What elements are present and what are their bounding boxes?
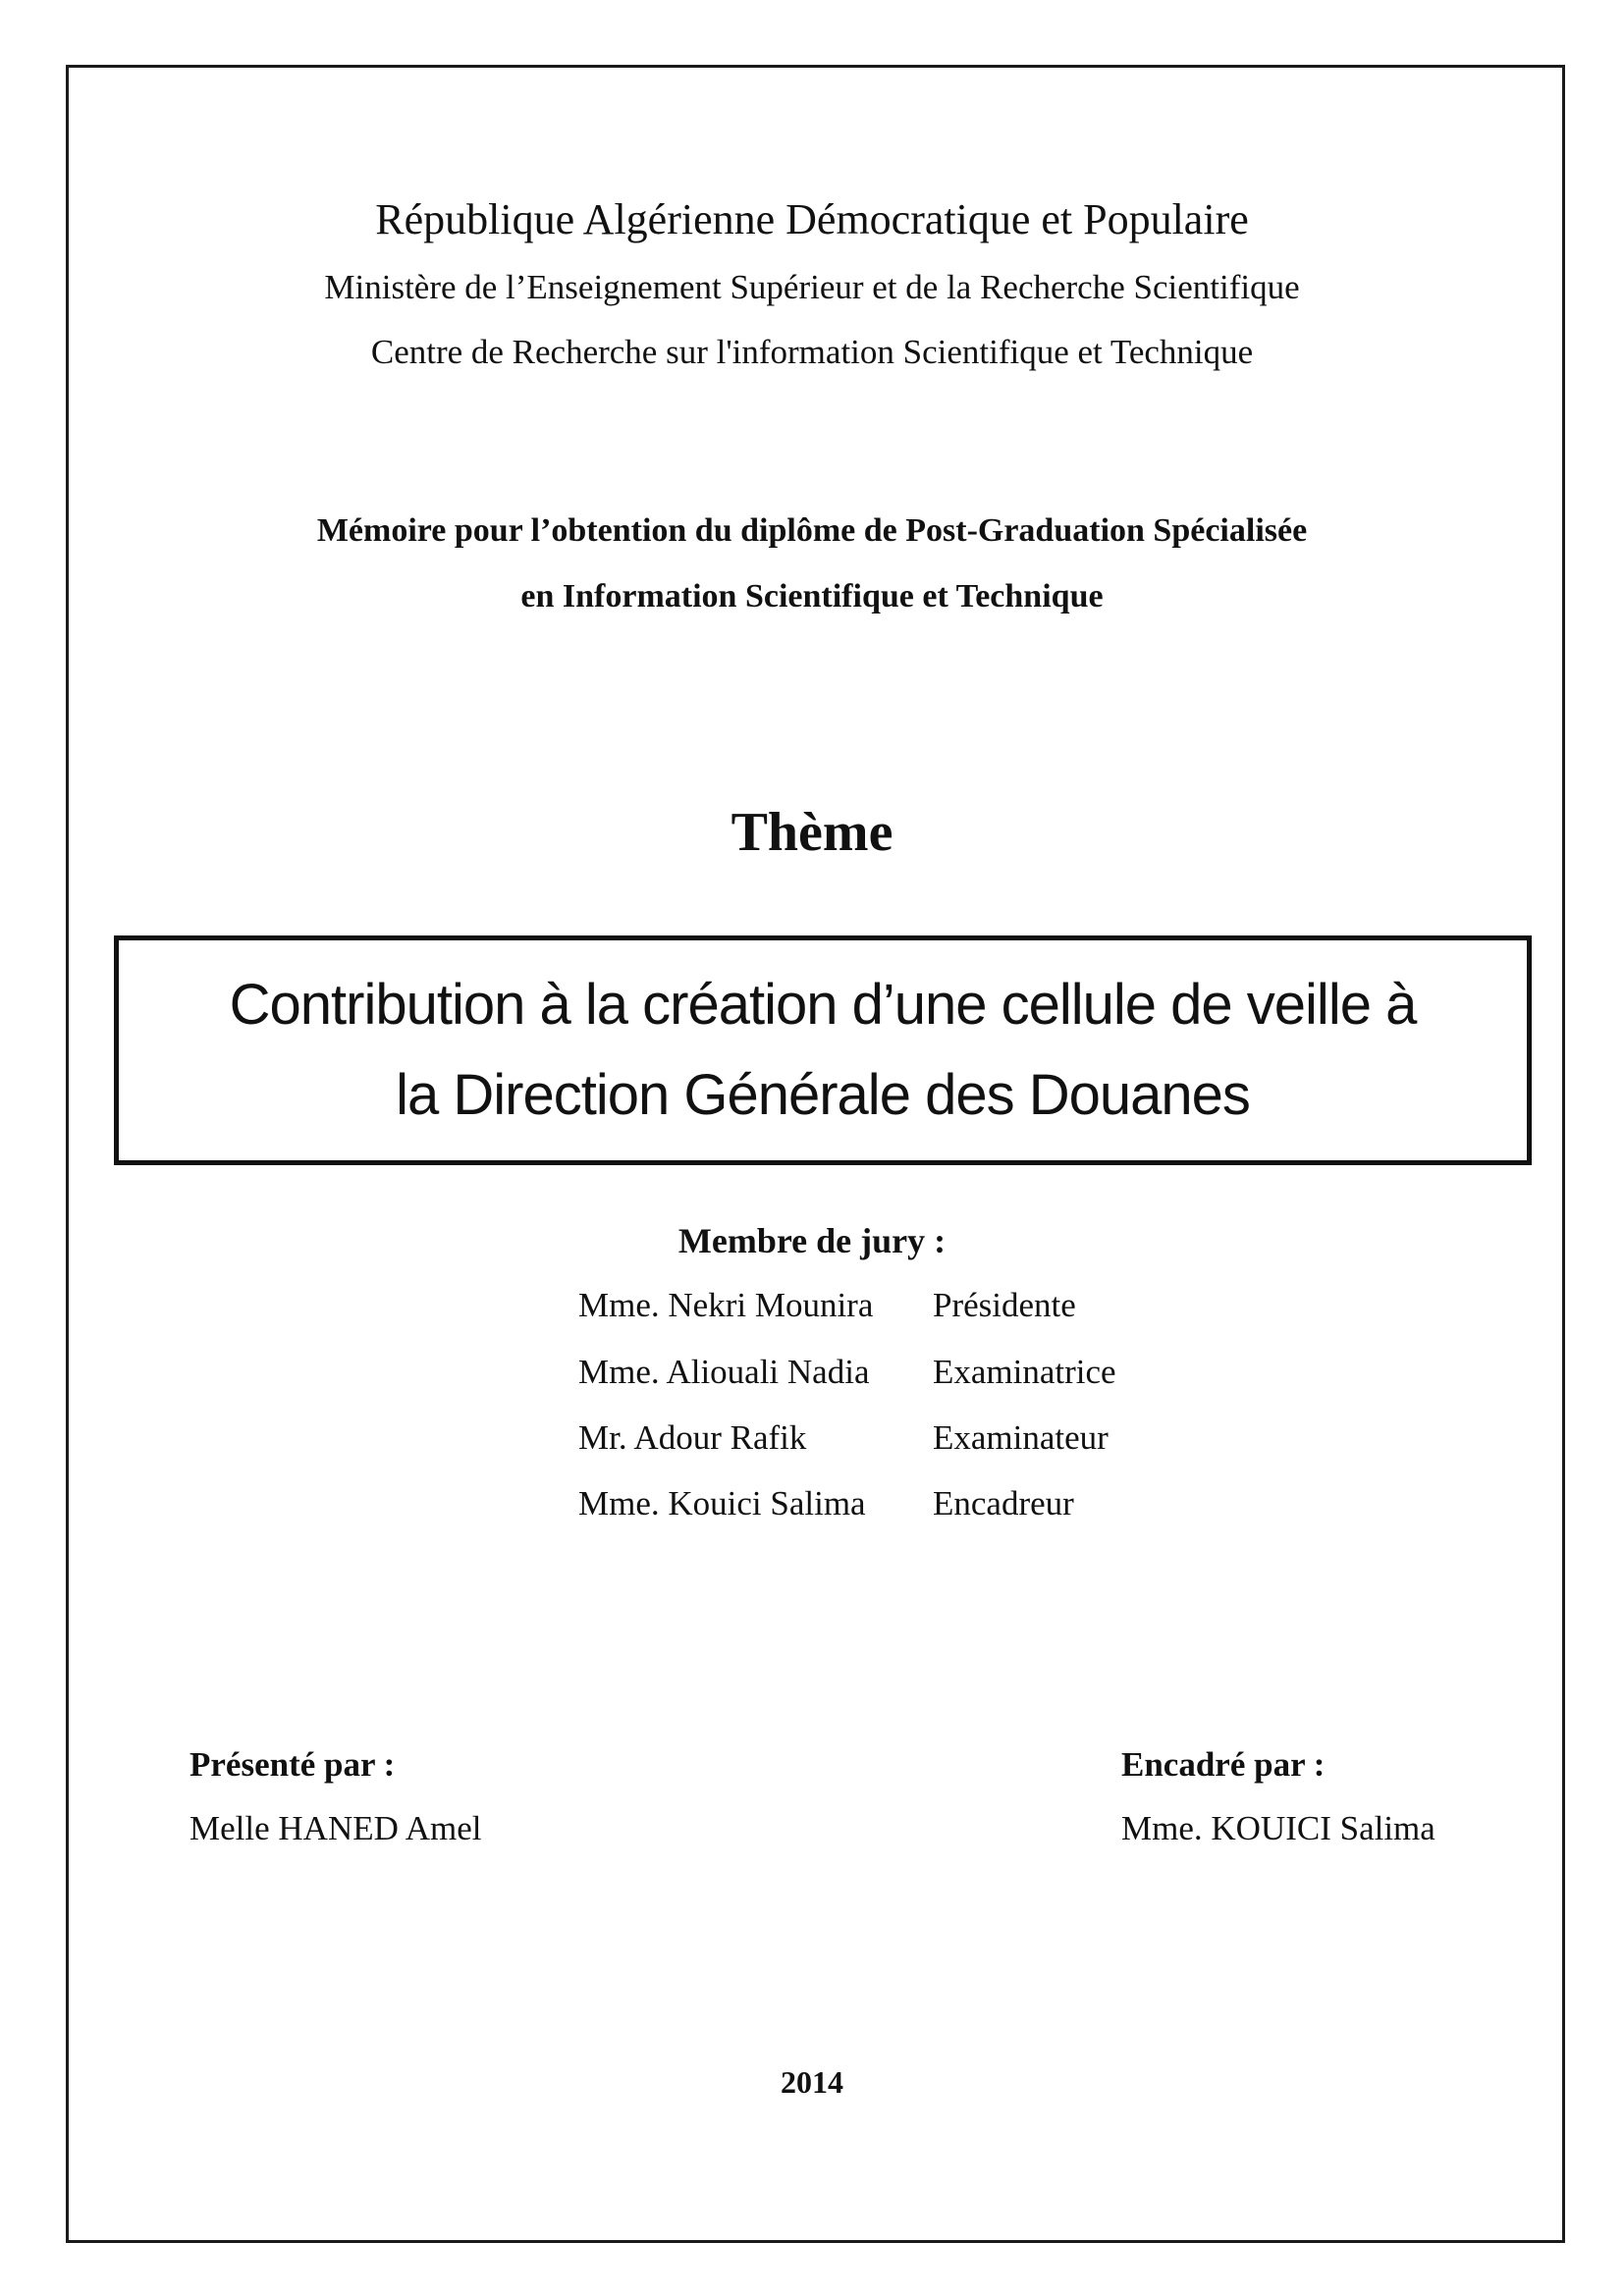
republic-name: République Algérienne Démocratique et Populaire xyxy=(375,195,1249,243)
memoire-description-line-1: Mémoire pour l’obtention du diplôme de Post-Graduation Spécialisée xyxy=(316,512,1308,549)
presented-by-name: Melle HANED Amel xyxy=(189,1809,482,1847)
research-centre-name: Centre de Recherche sur l'information Scientifique et Technique xyxy=(370,333,1254,371)
supervised-by-heading: Encadré par : xyxy=(1121,1745,1326,1784)
jury-member-role: Examinateur xyxy=(933,1418,1109,1457)
thesis-title-line-2: la Direction Générale des Douanes xyxy=(396,1063,1250,1127)
ministry-name: Ministère de l’Enseignement Supérieur et de la Recherche Scientifique xyxy=(324,268,1300,306)
jury-member-name: Mme. Nekri Mounira xyxy=(578,1286,874,1324)
jury-heading: Membre de jury : xyxy=(677,1221,947,1260)
jury-member-role: Encadreur xyxy=(933,1484,1074,1522)
theme-label: Thème xyxy=(731,802,893,863)
jury-member-role: Examinatrice xyxy=(933,1353,1116,1391)
year: 2014 xyxy=(781,2064,843,2100)
thesis-title-line-1: Contribution à la création d’une cellule de veille à xyxy=(229,973,1417,1037)
thesis-title-box xyxy=(114,935,1532,1165)
jury-member-name: Mme. Aliouali Nadia xyxy=(578,1353,870,1391)
memoire-description-line-2: en Information Scientifique et Technique xyxy=(520,578,1104,614)
jury-member-name: Mr. Adour Rafik xyxy=(578,1418,807,1457)
jury-member-name: Mme. Kouici Salima xyxy=(578,1484,866,1522)
supervised-by-name: Mme. KOUICI Salima xyxy=(1121,1809,1435,1847)
jury-member-role: Présidente xyxy=(933,1286,1076,1324)
presented-by-heading: Présenté par : xyxy=(189,1745,396,1784)
